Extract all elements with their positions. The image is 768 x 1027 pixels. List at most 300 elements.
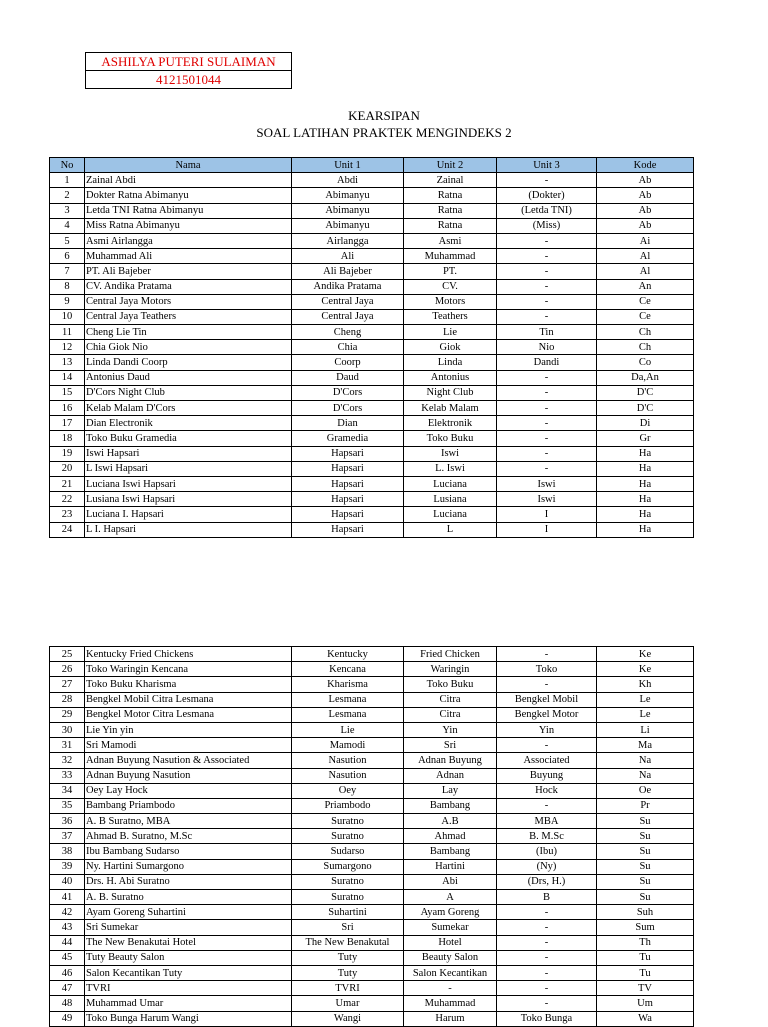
cell-kode: Ma [597,738,694,753]
table-row [50,416,694,431]
table-row [50,798,694,813]
cell-kode: Ha [597,476,694,491]
cell-kode: Ab [597,203,694,218]
table-row [50,677,694,692]
table-row [50,859,694,874]
cell-nama: Dian Electronik [85,416,292,431]
cell-no: 25 [50,647,85,662]
cell-unit-2: Luciana [404,507,497,522]
table-row [50,385,694,400]
document-title: KEARSIPAN [348,108,420,123]
cell-unit-3: (Dokter) [497,188,597,203]
cell-nama: Kelab Malam D'Cors [85,401,292,416]
column-header-kode: Kode [597,158,694,173]
table-row [50,905,694,920]
cell-unit-3: I [497,507,597,522]
table-row [50,401,694,416]
student-name: ASHILYA PUTERI SULAIMAN [101,54,276,69]
cell-nama: Tuty Beauty Salon [85,950,292,965]
cell-kode: Ch [597,325,694,340]
table-row [50,279,694,294]
cell-unit-1: Tuty [292,965,404,980]
cell-nama: Central Jaya Teathers [85,309,292,324]
cell-no: 3 [50,203,85,218]
cell-no: 32 [50,753,85,768]
cell-nama: L Iswi Hapsari [85,461,292,476]
cell-unit-3: Bengkel Motor [497,707,597,722]
column-header-unit-1: Unit 1 [292,158,404,173]
cell-unit-1: Hapsari [292,461,404,476]
cell-kode: Suh [597,905,694,920]
table-row [50,431,694,446]
cell-kode: Su [597,890,694,905]
cell-unit-3: Bengkel Mobil [497,692,597,707]
table-row [50,920,694,935]
cell-unit-1: Suratno [292,829,404,844]
cell-unit-3: - [497,309,597,324]
cell-unit-3: (Ibu) [497,844,597,859]
table-row [50,814,694,829]
cell-kode: Al [597,264,694,279]
cell-unit-2: Citra [404,707,497,722]
cell-no: 45 [50,950,85,965]
cell-no: 37 [50,829,85,844]
table-header-row [50,158,694,173]
cell-kode: Le [597,692,694,707]
table-row [50,507,694,522]
cell-nama: Adnan Buyung Nasution [85,768,292,783]
cell-unit-1: Sumargono [292,859,404,874]
cell-unit-1: Oey [292,783,404,798]
cell-kode: Ai [597,233,694,248]
cell-unit-1: Kharisma [292,677,404,692]
cell-unit-3: - [497,233,597,248]
cell-unit-3: MBA [497,814,597,829]
cell-unit-2: L [404,522,497,537]
cell-unit-1: Abimanyu [292,203,404,218]
table-row [50,476,694,491]
cell-no: 28 [50,692,85,707]
cell-unit-2: Antonius [404,370,497,385]
cell-unit-2: Ratna [404,188,497,203]
cell-unit-3: - [497,965,597,980]
cell-unit-2: CV. [404,279,497,294]
table-row [50,492,694,507]
cell-unit-2: Giok [404,340,497,355]
cell-nama: Luciana I. Hapsari [85,507,292,522]
cell-no: 18 [50,431,85,446]
cell-unit-1: Central Jaya [292,294,404,309]
table-row [50,692,694,707]
table-row [50,753,694,768]
cell-unit-2: Sri [404,738,497,753]
cell-unit-1: Hapsari [292,476,404,491]
cell-unit-2: Beauty Salon [404,950,497,965]
cell-kode: Su [597,874,694,889]
table-row [50,264,694,279]
cell-kode: D'C [597,401,694,416]
cell-unit-2: Fried Chicken [404,647,497,662]
cell-no: 20 [50,461,85,476]
cell-unit-2: Abi [404,874,497,889]
cell-nama: Letda TNI Ratna Abimanyu [85,203,292,218]
cell-kode: Tu [597,950,694,965]
cell-unit-1: Priambodo [292,798,404,813]
cell-unit-2: - [404,981,497,996]
cell-unit-3: Buyung [497,768,597,783]
table-row [50,874,694,889]
cell-unit-2: Ahmad [404,829,497,844]
cell-no: 2 [50,188,85,203]
table-row [50,355,694,370]
cell-unit-3: - [497,370,597,385]
cell-unit-1: Nasution [292,753,404,768]
cell-no: 48 [50,996,85,1011]
cell-unit-3: - [497,446,597,461]
cell-kode: Su [597,829,694,844]
cell-unit-1: Sri [292,920,404,935]
cell-unit-1: Cheng [292,325,404,340]
cell-no: 26 [50,662,85,677]
cell-nama: Chia Giok Nio [85,340,292,355]
table-row [50,370,694,385]
cell-unit-3: Iswi [497,476,597,491]
cell-unit-3: - [497,647,597,662]
cell-unit-2: Waringin [404,662,497,677]
cell-unit-3: B. M.Sc [497,829,597,844]
cell-no: 21 [50,476,85,491]
cell-unit-1: Abimanyu [292,188,404,203]
cell-kode: Na [597,753,694,768]
cell-no: 23 [50,507,85,522]
cell-kode: Le [597,707,694,722]
cell-unit-1: Kencana [292,662,404,677]
cell-unit-1: Abdi [292,173,404,188]
cell-kode: Ha [597,522,694,537]
cell-unit-3: I [497,522,597,537]
cell-unit-3: Nio [497,340,597,355]
cell-unit-2: Bambang [404,844,497,859]
cell-kode: Um [597,996,694,1011]
cell-unit-2: Sumekar [404,920,497,935]
cell-nama: Kentucky Fried Chickens [85,647,292,662]
cell-nama: Central Jaya Motors [85,294,292,309]
cell-nama: Zainal Abdi [85,173,292,188]
cell-nama: D'Cors Night Club [85,385,292,400]
cell-no: 43 [50,920,85,935]
cell-unit-2: Bambang [404,798,497,813]
cell-no: 29 [50,707,85,722]
cell-unit-2: Ayam Goreng [404,905,497,920]
cell-no: 39 [50,859,85,874]
cell-no: 1 [50,173,85,188]
cell-nama: The New Benakutai Hotel [85,935,292,950]
table-row [50,325,694,340]
cell-kode: Sum [597,920,694,935]
cell-no: 31 [50,738,85,753]
cell-unit-1: Suratno [292,890,404,905]
cell-unit-2: PT. [404,264,497,279]
cell-unit-1: Hapsari [292,522,404,537]
cell-unit-2: Harum [404,1011,497,1026]
cell-nama: Antonius Daud [85,370,292,385]
cell-unit-2: Elektronik [404,416,497,431]
cell-no: 7 [50,264,85,279]
cell-unit-1: D'Cors [292,401,404,416]
cell-kode: TV [597,981,694,996]
cell-unit-1: Airlangga [292,233,404,248]
cell-kode: Oe [597,783,694,798]
cell-nama: Iswi Hapsari [85,446,292,461]
cell-unit-1: Lesmana [292,707,404,722]
cell-nama: A. B Suratno, MBA [85,814,292,829]
cell-kode: Ab [597,173,694,188]
cell-kode: Da,An [597,370,694,385]
cell-unit-2: Toko Buku [404,431,497,446]
cell-unit-2: Asmi [404,233,497,248]
table-row [50,203,694,218]
cell-kode: Li [597,722,694,737]
cell-kode: D'C [597,385,694,400]
table-row [50,981,694,996]
cell-nama: Toko Buku Gramedia [85,431,292,446]
cell-unit-3: - [497,950,597,965]
cell-unit-2: Luciana [404,476,497,491]
cell-no: 9 [50,294,85,309]
cell-no: 38 [50,844,85,859]
cell-no: 22 [50,492,85,507]
cell-kode: Kh [597,677,694,692]
table-row [50,738,694,753]
cell-unit-1: Suratno [292,874,404,889]
cell-unit-2: Muhammad [404,249,497,264]
cell-no: 27 [50,677,85,692]
cell-unit-3: - [497,279,597,294]
cell-nama: Sri Sumekar [85,920,292,935]
cell-nama: Lie Yin yin [85,722,292,737]
cell-unit-3: - [497,264,597,279]
cell-nama: CV. Andika Pratama [85,279,292,294]
cell-no: 11 [50,325,85,340]
cell-no: 47 [50,981,85,996]
cell-no: 33 [50,768,85,783]
cell-nama: Bambang Priambodo [85,798,292,813]
cell-unit-2: Ratna [404,218,497,233]
cell-nama: Dokter Ratna Abimanyu [85,188,292,203]
cell-unit-2: Hartini [404,859,497,874]
cell-unit-1: Kentucky [292,647,404,662]
cell-kode: Su [597,844,694,859]
table-row [50,173,694,188]
cell-unit-1: Andika Pratama [292,279,404,294]
cell-kode: Pr [597,798,694,813]
cell-unit-2: Yin [404,722,497,737]
cell-unit-2: Iswi [404,446,497,461]
cell-unit-2: Teathers [404,309,497,324]
cell-nama: L I. Hapsari [85,522,292,537]
cell-unit-2: A.B [404,814,497,829]
cell-no: 19 [50,446,85,461]
cell-nama: Asmi Airlangga [85,233,292,248]
cell-nama: Bengkel Motor Citra Lesmana [85,707,292,722]
table-row [50,294,694,309]
cell-kode: Ab [597,188,694,203]
cell-unit-2: A [404,890,497,905]
table-row [50,249,694,264]
cell-unit-2: Toko Buku [404,677,497,692]
cell-unit-3: - [497,461,597,476]
cell-nama: Muhammad Ali [85,249,292,264]
cell-unit-1: Suratno [292,814,404,829]
cell-nama: Ny. Hartini Sumargono [85,859,292,874]
cell-unit-3: - [497,416,597,431]
cell-unit-3: - [497,798,597,813]
cell-unit-3: Dandi [497,355,597,370]
cell-unit-1: Mamodi [292,738,404,753]
cell-no: 14 [50,370,85,385]
cell-unit-2: Salon Kecantikan [404,965,497,980]
cell-kode: Ab [597,218,694,233]
table-row [50,844,694,859]
table-row [50,965,694,980]
cell-unit-1: Wangi [292,1011,404,1026]
cell-nama: PT. Ali Bajeber [85,264,292,279]
cell-unit-1: Sudarso [292,844,404,859]
cell-unit-2: Kelab Malam [404,401,497,416]
cell-unit-3: - [497,401,597,416]
cell-unit-3: B [497,890,597,905]
cell-unit-2: Lie [404,325,497,340]
cell-unit-1: Suhartini [292,905,404,920]
cell-nama: TVRI [85,981,292,996]
cell-nama: Toko Buku Kharisma [85,677,292,692]
cell-unit-1: Central Jaya [292,309,404,324]
table-row [50,461,694,476]
cell-kode: Th [597,935,694,950]
cell-no: 12 [50,340,85,355]
cell-unit-3: (Drs, H.) [497,874,597,889]
cell-kode: Ch [597,340,694,355]
cell-unit-2: Zainal [404,173,497,188]
cell-nama: Lusiana Iswi Hapsari [85,492,292,507]
cell-kode: Ke [597,647,694,662]
cell-unit-3: - [497,385,597,400]
cell-no: 24 [50,522,85,537]
cell-nama: A. B. Suratno [85,890,292,905]
cell-kode: Ha [597,461,694,476]
cell-kode: Su [597,859,694,874]
student-id: 4121501044 [86,70,291,88]
cell-nama: Linda Dandi Coorp [85,355,292,370]
cell-no: 16 [50,401,85,416]
table-row [50,647,694,662]
cell-kode: Tu [597,965,694,980]
cell-kode: Ce [597,294,694,309]
cell-nama: Sri Mamodi [85,738,292,753]
cell-no: 15 [50,385,85,400]
cell-no: 34 [50,783,85,798]
cell-kode: Na [597,768,694,783]
cell-nama: Toko Bunga Harum Wangi [85,1011,292,1026]
cell-no: 49 [50,1011,85,1026]
cell-nama: Bengkel Mobil Citra Lesmana [85,692,292,707]
cell-unit-3: Iswi [497,492,597,507]
cell-no: 5 [50,233,85,248]
cell-unit-3: (Miss) [497,218,597,233]
table-row [50,446,694,461]
cell-no: 36 [50,814,85,829]
cell-unit-1: Coorp [292,355,404,370]
cell-kode: Su [597,814,694,829]
table-row [50,340,694,355]
student-info-box [85,52,292,89]
cell-unit-1: Lie [292,722,404,737]
cell-nama: Miss Ratna Abimanyu [85,218,292,233]
cell-nama: Ayam Goreng Suhartini [85,905,292,920]
cell-unit-3: - [497,935,597,950]
cell-unit-3: (Letda TNI) [497,203,597,218]
cell-unit-1: Ali [292,249,404,264]
cell-kode: Co [597,355,694,370]
index-table-part-2 [49,646,694,1027]
cell-unit-1: Dian [292,416,404,431]
cell-unit-1: Tuty [292,950,404,965]
cell-unit-1: The New Benakutal [292,935,404,950]
cell-unit-2: L. Iswi [404,461,497,476]
cell-no: 46 [50,965,85,980]
table-body-part-2 [50,647,694,1027]
cell-nama: Ahmad B. Suratno, M.Sc [85,829,292,844]
cell-no: 10 [50,309,85,324]
cell-unit-3: - [497,677,597,692]
cell-no: 4 [50,218,85,233]
cell-unit-3: Yin [497,722,597,737]
cell-kode: Wa [597,1011,694,1026]
index-table-part-1 [49,157,694,538]
cell-unit-3: - [497,738,597,753]
cell-unit-3: Hock [497,783,597,798]
cell-no: 30 [50,722,85,737]
cell-unit-3: - [497,920,597,935]
cell-unit-1: Hapsari [292,492,404,507]
cell-unit-1: D'Cors [292,385,404,400]
cell-unit-3: - [497,294,597,309]
cell-unit-1: Chia [292,340,404,355]
cell-unit-1: Hapsari [292,507,404,522]
cell-nama: Luciana Iswi Hapsari [85,476,292,491]
cell-unit-2: Hotel [404,935,497,950]
cell-no: 41 [50,890,85,905]
table-row [50,783,694,798]
cell-nama: Cheng Lie Tin [85,325,292,340]
cell-nama: Muhammad Umar [85,996,292,1011]
cell-unit-2: Ratna [404,203,497,218]
cell-unit-3: Toko Bunga [497,1011,597,1026]
cell-kode: Di [597,416,694,431]
column-header-unit-3: Unit 3 [497,158,597,173]
cell-kode: Ha [597,507,694,522]
table-row [50,309,694,324]
table-row [50,722,694,737]
cell-no: 17 [50,416,85,431]
table-row [50,218,694,233]
cell-nama: Drs. H. Abi Suratno [85,874,292,889]
cell-no: 35 [50,798,85,813]
column-header-nama: Nama [85,158,292,173]
cell-nama: Salon Kecantikan Tuty [85,965,292,980]
cell-kode: Ha [597,492,694,507]
cell-unit-2: Motors [404,294,497,309]
